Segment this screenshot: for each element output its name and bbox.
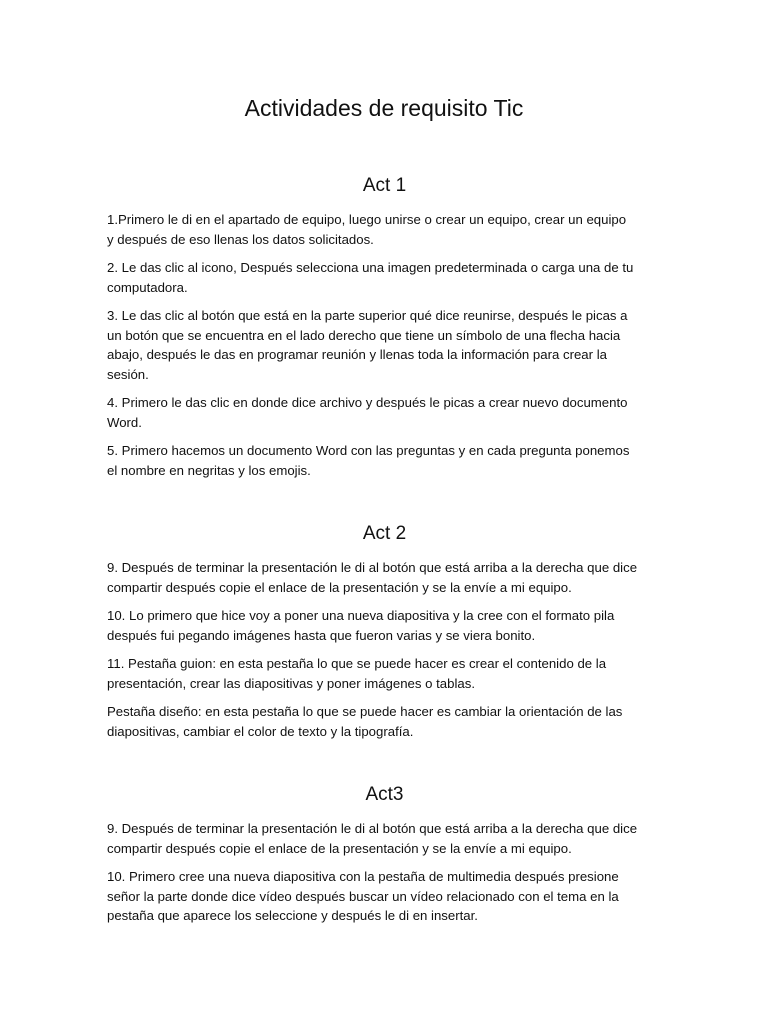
document-title: Actividades de requisito Tic: [244, 95, 524, 121]
section-act-2: [107, 522, 662, 750]
paragraph: 10. Lo primero que hice voy a poner una nueva diapositiva y la cree con el formato pila después fui pegando imágenes hasta que fueron varias y se viera bonito.: [107, 608, 615, 643]
section-heading: Act 1: [362, 175, 407, 196]
paragraph: 1.Primero le di en el apartado de equipo, luego unirse o crear un equipo, crear un equipo y después de eso llenas los datos solicitados.: [107, 212, 627, 247]
section-heading: Act3: [365, 784, 404, 805]
paragraph: 11. Pestaña guion: en esta pestaña lo que se puede hacer es crear el contenido de la presentación, crear las diapositivas y poner imágenes o tablas.: [107, 656, 607, 691]
paragraph: Pestaña diseño: en esta pestaña lo que se puede hacer es cambiar la orientación de las diapositivas, cambiar el color de texto y la tipografía.: [107, 704, 623, 739]
paragraph: 9. Después de terminar la presentación le di al botón que está arriba a la derecha que dice compartir después copie el enlace de la presentación y se la envíe a mi equipo.: [107, 560, 638, 595]
section-act-3: [107, 783, 662, 935]
section-heading: Act 2: [362, 523, 407, 544]
paragraph: 10. Primero cree una nueva diapositiva con la pestaña de multimedia después presione señor la parte donde dice vídeo después buscar un vídeo relacionado con el tema en la pestaña que aparece los seleccione y después le di en insertar.: [107, 869, 619, 923]
section-act-1: [107, 174, 662, 489]
paragraph: 4. Primero le das clic en donde dice archivo y después le picas a crear nuevo documento Word.: [107, 395, 628, 430]
paragraph: 5. Primero hacemos un documento Word con las preguntas y en cada pregunta ponemos el nombre en negritas y los emojis.: [107, 443, 630, 478]
paragraph: 2. Le das clic al icono, Después selecciona una imagen predeterminada o carga una de tu computadora.: [107, 260, 634, 295]
paragraph: 9. Después de terminar la presentación le di al botón que está arriba a la derecha que dice compartir después copie el enlace de la presentación y se la envíe a mi equipo.: [107, 821, 638, 856]
paragraph: 3. Le das clic al botón que está en la parte superior qué dice reunirse, después le picas a un botón que se encuentra en el lado derecho que tiene un símbolo de una flecha hacia abajo, después le das en programar reunión y llenas toda la información para crear la sesión.: [107, 308, 628, 382]
